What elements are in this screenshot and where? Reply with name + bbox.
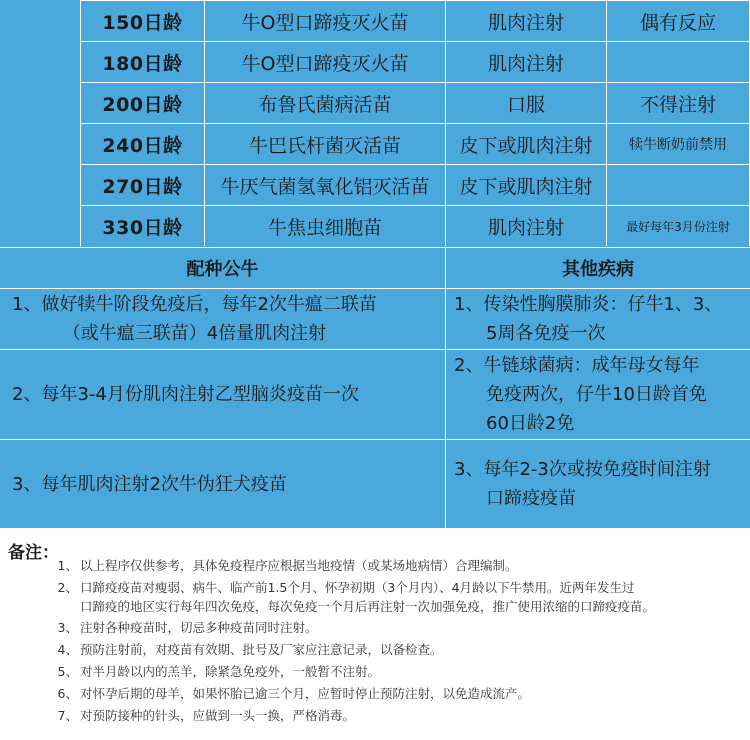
vaccine-cell: 牛厌气菌氢氧化铝灭活苗 — [204, 165, 445, 205]
breeding-bull-header: 配种公牛 — [0, 247, 446, 288]
vaccine-cell: 布鲁氏菌病活苗 — [204, 83, 445, 123]
table-row — [80, 82, 750, 123]
remark-number: 5、 — [57, 664, 78, 679]
table-row — [80, 164, 750, 205]
remark-number: 2、 — [57, 580, 78, 595]
method-cell: 肌肉注射 — [445, 42, 606, 82]
note-cell — [606, 165, 750, 205]
disease-item-line: 3、每年2-3次或按免疫时间注射 — [454, 459, 711, 480]
remark-text: 以上程序仅供参考，具体免疫程序应根据当地疫情（或某场地病情）合理编制。 — [80, 558, 518, 573]
remark-text-continued: 口蹄疫的地区实行每年四次免疫，每次免疫一个月后再注射一次加强免疫，推广使用浓缩的口蹄疫疫苗。 — [80, 599, 656, 614]
bull-item — [0, 288, 446, 349]
calf-schedule-table — [0, 0, 750, 247]
remark-item — [52, 578, 742, 616]
disease-item — [446, 439, 750, 528]
age-cell: 150日龄 — [80, 1, 204, 41]
disease-item — [446, 288, 750, 349]
table-stub-column — [0, 0, 80, 247]
table-row — [80, 0, 750, 41]
vaccine-cell: 牛O型口蹄疫灭火苗 — [204, 42, 445, 82]
table-row — [80, 41, 750, 82]
disease-item-line: 2、牛链球菌病：成年母女每年 — [454, 355, 700, 376]
remark-text: 口蹄疫疫苗对瘦弱、病牛、临产前1.5个月、怀孕初期（3个月内）、4月龄以下牛禁用。近两年发生过 — [80, 580, 635, 595]
disease-item-line: 口蹄疫疫苗 — [486, 488, 576, 509]
remark-number: 1、 — [57, 558, 78, 573]
disease-item-line: 60日龄2免 — [486, 413, 575, 434]
vaccine-cell: 牛焦虫细胞苗 — [204, 206, 445, 246]
remark-number: 7、 — [57, 708, 78, 723]
other-diseases-header: 其他疾病 — [446, 247, 750, 288]
remark-item — [52, 684, 742, 703]
method-cell: 皮下或肌肉注射 — [445, 165, 606, 205]
disease-item-line: 免疫两次，仔牛10日龄首免 — [486, 384, 707, 405]
age-cell: 180日龄 — [80, 42, 204, 82]
remark-text: 注射各种疫苗时，切忌多种疫苗同时注射。 — [80, 620, 318, 635]
table-row — [80, 123, 750, 164]
method-cell: 肌肉注射 — [445, 1, 606, 41]
note-cell — [606, 42, 750, 82]
age-cell: 270日龄 — [80, 165, 204, 205]
remark-item — [52, 618, 742, 637]
disease-item — [446, 349, 750, 439]
age-cell: 200日龄 — [80, 83, 204, 123]
note-cell: 犊牛断奶前禁用 — [606, 124, 750, 164]
remark-text: 对怀孕后期的母羊，如果怀胎已逾三个月，应暂时停止预防注射，以免造成流产。 — [80, 686, 531, 701]
method-cell: 肌肉注射 — [445, 206, 606, 246]
note-cell: 偶有反应 — [606, 1, 750, 41]
remark-number: 6、 — [57, 686, 78, 701]
remark-text: 对预防接种的针头，应做到一头一换，严格消毒。 — [80, 708, 356, 723]
remark-item — [52, 556, 742, 575]
remark-item — [52, 706, 742, 725]
vaccine-cell: 牛O型口蹄疫灭火苗 — [204, 1, 445, 41]
table-row — [80, 205, 750, 247]
age-cell: 240日龄 — [80, 124, 204, 164]
disease-item-line: 1、传染性胸膜肺炎：仔牛1、3、 — [454, 294, 723, 315]
bull-and-diseases-table — [0, 247, 750, 528]
bull-item-line: （或牛瘟三联苗）4倍量肌肉注射 — [62, 323, 327, 344]
vaccine-cell: 牛巴氏杆菌灭活苗 — [204, 124, 445, 164]
remarks-section — [0, 528, 750, 740]
remark-number: 3、 — [57, 620, 78, 635]
bull-item-line: 2、每年3-4月份肌肉注射乙型脑炎疫苗一次 — [12, 384, 359, 405]
method-cell: 皮下或肌肉注射 — [445, 124, 606, 164]
remark-item — [52, 640, 742, 659]
bull-item-line: 1、做好犊牛阶段免疫后，每年2次牛瘟二联苗 — [12, 294, 377, 315]
method-cell: 口服 — [445, 83, 606, 123]
remark-item — [52, 662, 742, 681]
remark-text: 对半月龄以内的羔羊，除紧急免疫外，一般暂不注射。 — [80, 664, 381, 679]
age-cell: 330日龄 — [80, 206, 204, 246]
note-cell: 不得注射 — [606, 83, 750, 123]
disease-item-line: 5周各免疫一次 — [486, 323, 606, 344]
bull-item-line: 3、每年肌肉注射2次牛伪狂犬疫苗 — [12, 473, 287, 495]
bull-item — [0, 439, 446, 528]
note-cell: 最好每年3月份注射 — [606, 206, 750, 246]
remarks-title: 备注： — [8, 543, 59, 563]
remark-text: 预防注射前，对疫苗有效期、批号及厂家应注意记录，以备检查。 — [80, 642, 443, 657]
bull-item — [0, 349, 446, 439]
remark-number: 4、 — [57, 642, 78, 657]
